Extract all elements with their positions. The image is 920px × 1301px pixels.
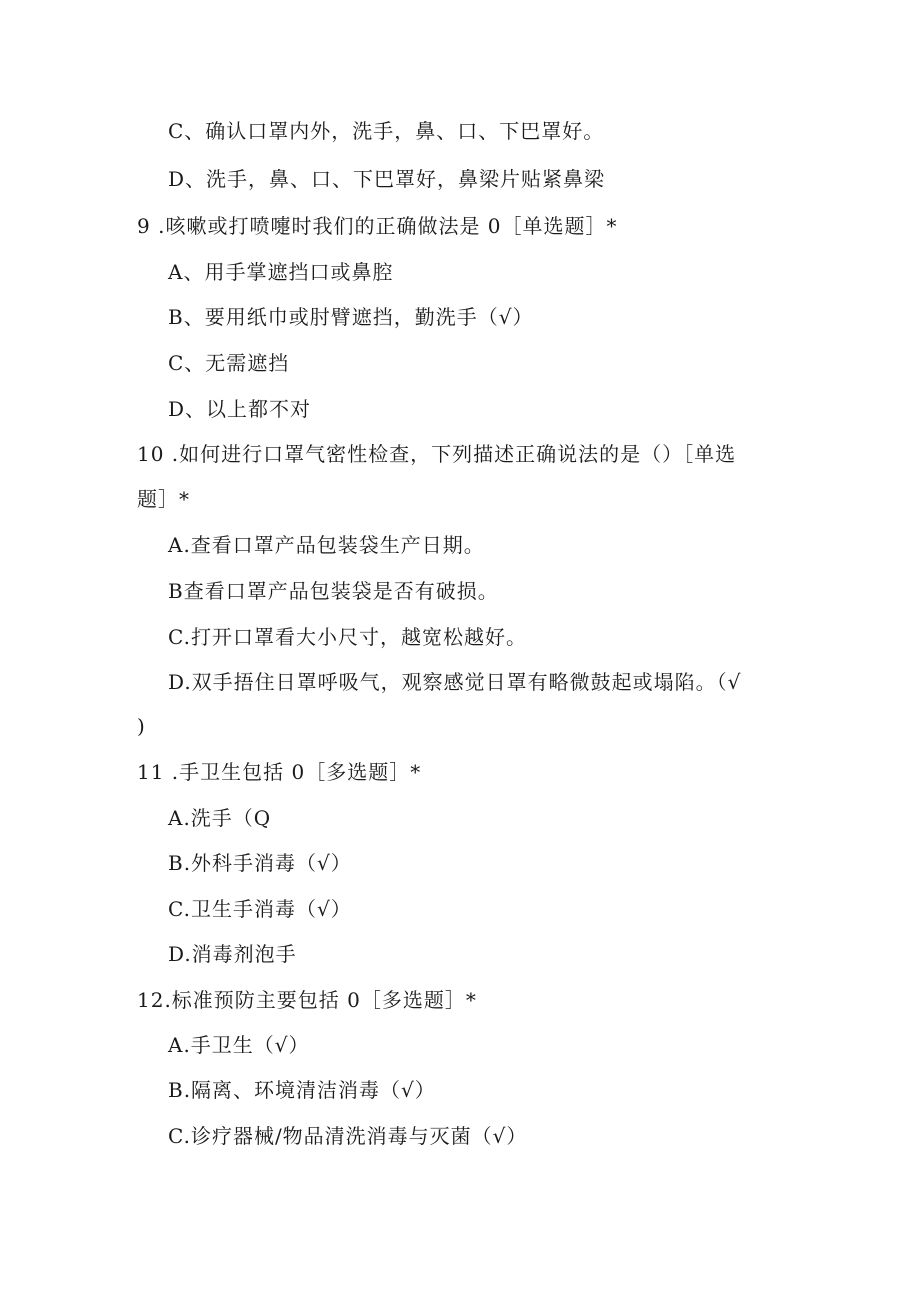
question-12-title: 12.标准预防主要包括 0［多选题］* [137, 988, 477, 1012]
question-10-option-d: D.双手捂住日罩呼吸气，观察感觉日罩有略微鼓起或塌陷。（√ [168, 670, 742, 694]
question-12-option-a: A.手卫生（√） [168, 1033, 310, 1057]
option-d: D、洗手，鼻、口、下巴罩好，鼻梁片贴紧鼻梁 [168, 167, 606, 191]
question-10-option-d-continued: ) [137, 714, 146, 738]
question-10-option-b: B查看口罩产品包装袋是否有破损。 [168, 579, 499, 603]
question-9-option-d: D、以上都不对 [168, 397, 312, 421]
question-10-option-a: A.查看口罩产品包装袋生产日期。 [168, 533, 485, 557]
question-9-option-c: C、无需遮挡 [168, 351, 290, 375]
question-11-option-d: D.消毒剂泡手 [168, 942, 297, 966]
question-11-title: 11 .手卫生包括 0［多选题］* [137, 760, 422, 784]
question-11-option-c: C.卫生手消毒（√） [168, 897, 352, 921]
question-9-option-a: A、用手掌遮挡口或鼻腔 [168, 260, 394, 284]
question-11-option-a: A.洗手（Q [168, 806, 272, 830]
question-11-option-b: B.外科手消毒（√） [168, 851, 352, 875]
question-12-option-b: B.隔离、环境清洁消毒（√） [168, 1078, 436, 1102]
question-10-title: 10 .如何进行口罩气密性检查，下列描述正确说法的是（）［单选 [137, 442, 737, 466]
question-9-option-b: B、要用纸巾或肘臂遮挡，勤洗手（√） [168, 305, 534, 329]
question-10-option-c: C.打开口罩看大小尺寸，越宽松越好。 [168, 625, 527, 649]
question-10-title-continued: 题］* [137, 487, 190, 511]
option-c: C、确认口罩内外，洗手，鼻、口、下巴罩好。 [168, 119, 605, 143]
question-12-option-c: C.诊疗器械/物品清洗消毒与灭菌（√） [168, 1124, 528, 1148]
question-9-title: 9 .咳嗽或打喷嚏时我们的正确做法是 0［单选题］* [137, 214, 618, 238]
